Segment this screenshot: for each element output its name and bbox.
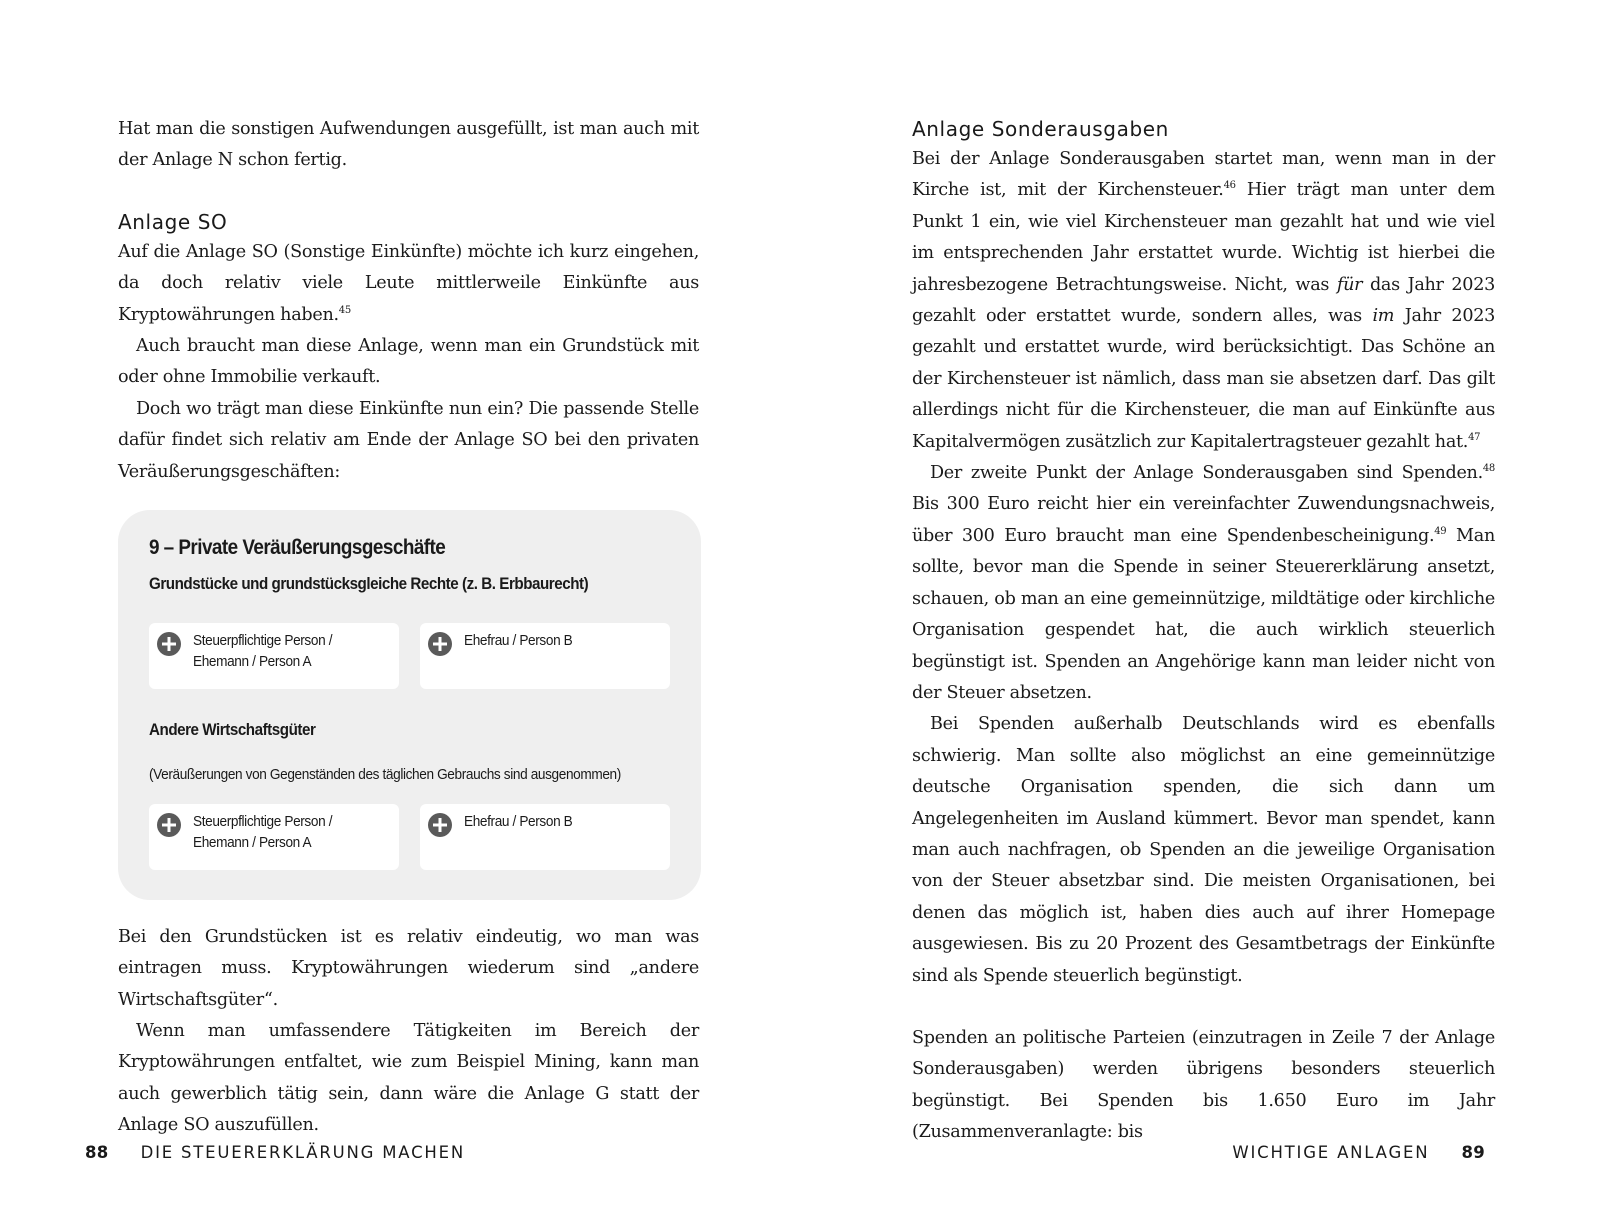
paragraph: Bei Spenden außerhalb Deutschlands wird es ebenfalls schwierig. Man sollte also möglichst an eine gemeinnützige deutsche Organisation spenden, die sich dann um Angelegenheiten im Ausland kümmert. Bevor man spendet, kann man auch nachfragen, ob Spenden an die jeweilige Organisation von der Steuer absetzbar sind. Die meisten Organisationen, bei denen das möglich ist, haben dies auch auf ihrer Homepage ausgewiesen. Bis zu 20 Prozent des Gesamtbetrags der Einkünfte sind als Spende steuerlich begünstigt.: [912, 714, 1495, 986]
right-page: [803, 0, 1606, 1211]
paragraph: Auch braucht man diese Anlage, wenn man ein Grundstück mit oder ohne Immobilie verkauft.: [118, 336, 699, 388]
plus-icon: [428, 813, 452, 837]
paragraph: [912, 144, 1495, 458]
form-field-person-a: [149, 623, 399, 689]
field-label: Steuerpflichtige Person / Ehemann / Person A: [193, 813, 333, 851]
emphasis: für: [1336, 274, 1363, 295]
section-heading-anlage-so: Anlage SO: [118, 209, 228, 234]
left-text-column: [118, 114, 699, 1142]
intro-paragraph: Hat man die sonstigen Aufwendungen ausgefüllt, ist man auch mit der Anlage N schon fertig.: [118, 119, 699, 171]
field-label: Ehefrau / Person B: [464, 632, 573, 649]
plus-icon: [157, 813, 181, 837]
running-head: DIE STEUERERKLÄRUNG MACHEN: [140, 1143, 465, 1162]
text-run: Jahr 2023 gezahlt und erstattet wurde, wird berücksichtigt. Das Schöne an der Kirchensteuer ist nämlich, dass man sie absetzen darf. Das gilt allerdings nicht für die Kirchensteuer, die man auf Einkünfte aus Kapitalvermögen zusätzlich zur Kapitalertragsteuer gezahlt hat.: [912, 306, 1495, 452]
page-number: 89: [1461, 1143, 1485, 1162]
footnote-ref[interactable]: 46: [1223, 180, 1236, 192]
footnote-ref[interactable]: 48: [1482, 463, 1495, 475]
field-label: Steuerpflichtige Person / Ehemann / Person A: [193, 632, 333, 670]
form-field-person-b: [420, 623, 670, 689]
emphasis: im: [1372, 306, 1395, 327]
form-section-title: 9 – Private Veräußerungsgeschäfte: [149, 536, 446, 560]
form-subtitle: Grundstücke und grundstücksgleiche Rechte (z. B. Erbbaurecht): [149, 575, 589, 594]
right-text-column: [912, 114, 1495, 1149]
plus-icon: [157, 632, 181, 656]
plus-icon: [428, 632, 452, 656]
paragraph-text: Auf die Anlage SO (Sonstige Einkünfte) möchte ich kurz eingehen, da doch relativ viele Leute mittlerweile Einkünfte aus Kryptowährungen haben.: [118, 241, 699, 325]
text-run: Bis 300 Euro reicht hier ein vereinfachter Zuwendungsnachweis, über 300 Euro braucht man eine Spendenbescheinigung.: [912, 494, 1495, 546]
form-excerpt-box: [118, 510, 701, 900]
form-field-person-b: [420, 804, 670, 870]
running-head: WICHTIGE ANLAGEN: [1232, 1143, 1430, 1162]
text-run: Der zweite Punkt der Anlage Sonderausgaben sind Spenden.: [930, 463, 1483, 484]
page-number: 88: [85, 1143, 109, 1162]
field-row: [149, 804, 670, 870]
footnote-ref[interactable]: 47: [1468, 431, 1481, 443]
field-label: Ehefrau / Person B: [464, 813, 573, 830]
left-footer: [85, 1143, 465, 1162]
paragraph: Wenn man umfassendere Tätigkeiten im Bereich der Kryptowährungen entfaltet, wie zum Beispiel Mining, kann man auch gewerblich tätig sein, dann wäre die Anlage G statt der Anlage SO auszufüllen.: [118, 1020, 699, 1136]
paragraph: Bei den Grundstücken ist es relativ eindeutig, wo man was eintragen muss. Kryptowährungen wiederum sind „andere Wirtschaftsgüter“.: [118, 926, 699, 1010]
form-subtitle-other-assets: Andere Wirtschaftsgüter: [149, 720, 316, 739]
text-run: das Jahr 2023 gezahlt oder erstattet wurde, sondern alles, was: [912, 274, 1495, 327]
paragraph: [118, 237, 699, 331]
section-heading-sonderausgaben: Anlage Sonderausgaben: [912, 117, 1169, 141]
text-run: Hier trägt man unter dem Punkt 1 ein, wie viel Kirchensteuer man gezahlt hat und wie viel im entsprechenden Jahr erstattet wurde. Wichtig ist hierbei die jahresbezogene Betrachtungsweise. Nicht, was: [912, 180, 1495, 295]
paragraph: Spenden an politische Parteien (einzutragen in Zeile 7 der Anlage Sonderausgaben) werden übrigens besonders steuerlich begünstigt. Bei Spenden bis 1.650 Euro im Jahr (Zusammenveranlagte: bis: [912, 1027, 1495, 1143]
form-note: (Veräußerungen von Gegenständen des täglichen Gebrauchs sind ausgenommen): [149, 767, 621, 784]
right-footer: [1232, 1143, 1485, 1162]
footnote-ref[interactable]: 45: [338, 304, 351, 316]
text-run: Bei der Anlage Sonderausgaben startet man, wenn man in der Kirche ist, mit der Kirchensteuer.: [912, 149, 1495, 201]
paragraph: [912, 458, 1495, 709]
form-field-person-a: [149, 804, 399, 870]
text-run: Man sollte, bevor man die Spende in seiner Steuererklärung ansetzt, schauen, ob man an eine gemeinnützige, mildtätige oder kirchliche Organisation gespendet hat, die auch wirklich steuerlich begünstigt ist. Spenden an Angehörige kann man leider nicht von der Steuer absetzen.: [912, 525, 1495, 703]
footnote-ref[interactable]: 49: [1434, 525, 1447, 537]
paragraph: Doch wo trägt man diese Einkünfte nun ein? Die passende Stelle dafür findet sich relativ am Ende der Anlage SO bei den privaten Veräußerungsgeschäften:: [118, 398, 699, 482]
field-row: [149, 623, 670, 689]
